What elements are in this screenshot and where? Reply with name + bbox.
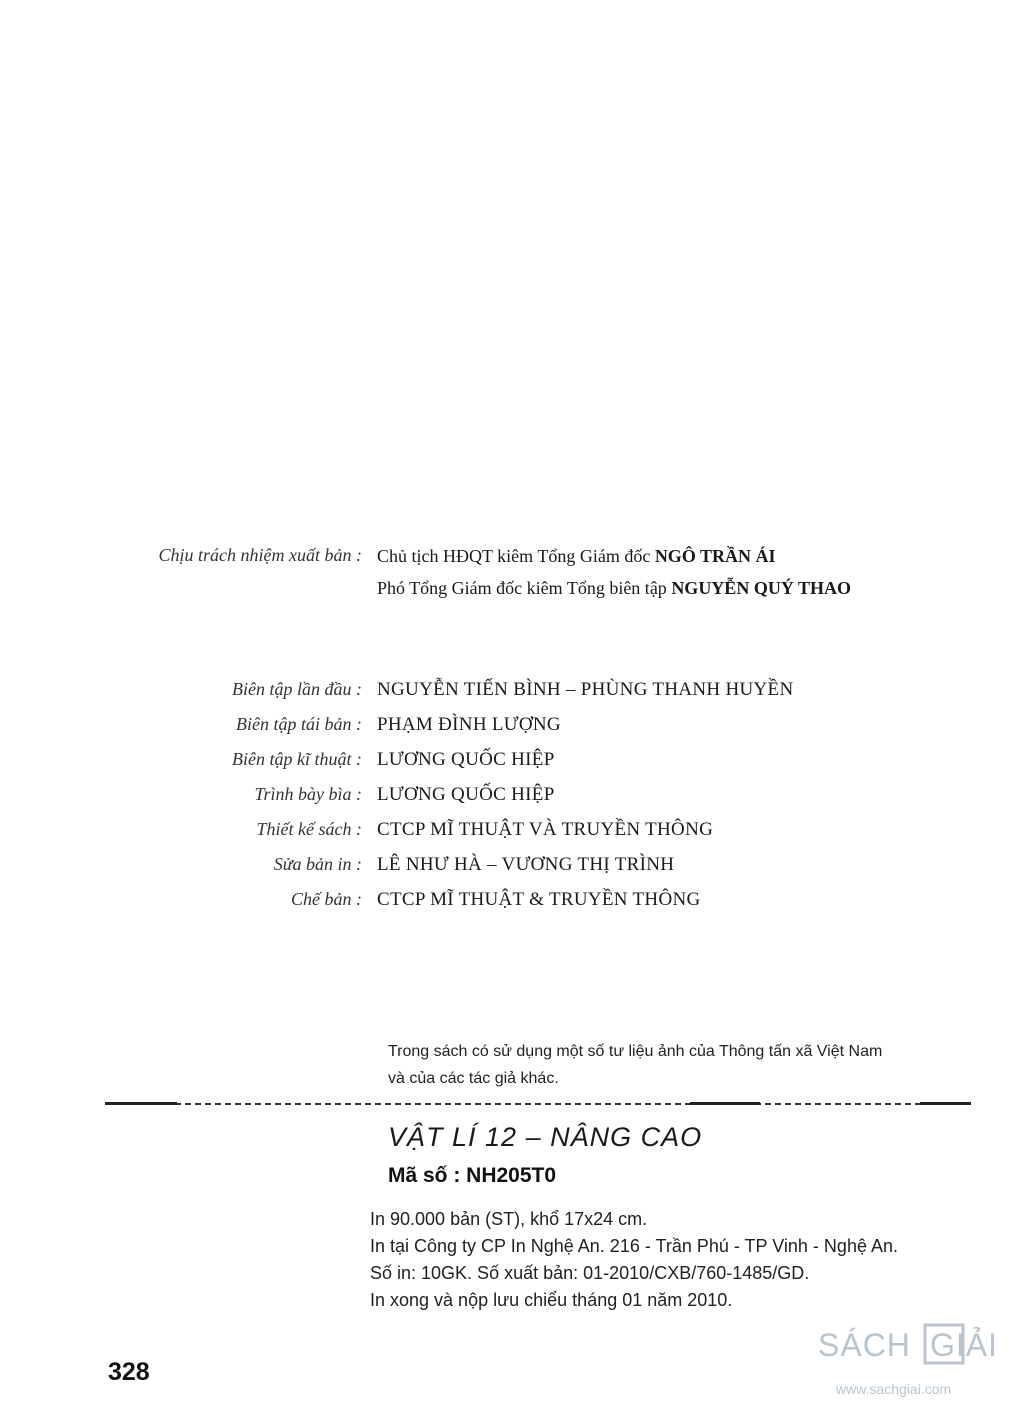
print-line: In tại Công ty CP In Nghệ An. 216 - Trần Phú - TP Vinh - Nghệ An. bbox=[370, 1236, 898, 1256]
credit-row-first-edit bbox=[0, 679, 1024, 709]
print-line: In xong và nộp lưu chiểu tháng 01 năm 2010. bbox=[370, 1290, 733, 1310]
image-source-note bbox=[388, 1038, 988, 1092]
watermark-logo bbox=[818, 1322, 1018, 1366]
credit-value: LƯƠNG QUỐC HIỆP bbox=[377, 784, 555, 805]
section-divider bbox=[105, 1103, 971, 1105]
credit-value: CTCP MĨ THUẬT & TRUYỀN THÔNG bbox=[377, 889, 701, 910]
credit-row-technical-edit bbox=[0, 749, 1024, 779]
credit-value: LÊ NHƯ HÀ – VƯƠNG THỊ TRÌNH bbox=[377, 854, 675, 875]
credit-row-book-design bbox=[0, 819, 1024, 849]
divider-segment bbox=[105, 1102, 177, 1105]
page-number: 328 bbox=[108, 1358, 150, 1386]
note-line-2: và của các tác giả khác. bbox=[388, 1070, 559, 1087]
print-line: In 90.000 bản (ST), khổ 17x24 cm. bbox=[370, 1209, 648, 1229]
responsibility-label: Chịu trách nhiệm xuất bản : bbox=[158, 545, 362, 565]
credit-row-proofreading bbox=[0, 854, 1024, 884]
print-line: Số in: 10GK. Số xuất bản: 01-2010/CXB/760-1485/GD. bbox=[370, 1263, 810, 1283]
credit-label: Chế bản : bbox=[291, 889, 362, 909]
divider-segment bbox=[690, 1102, 760, 1105]
credit-value: NGUYỄN TIẾN BÌNH – PHÙNG THANH HUYỀN bbox=[377, 679, 794, 700]
credit-label: Biên tập tái bản : bbox=[236, 714, 362, 734]
credit-label: Trình bày bìa : bbox=[254, 784, 362, 804]
responsibility-line-2-name: NGUYỄN QUÝ THAO bbox=[671, 578, 851, 598]
book-title: VẬT LÍ 12 – NÂNG CAO bbox=[388, 1122, 703, 1152]
credit-label: Biên tập lần đầu : bbox=[232, 679, 362, 699]
watermark-logo-left: SÁCH bbox=[818, 1327, 911, 1363]
print-info bbox=[370, 1206, 990, 1314]
credit-label: Sửa bản in : bbox=[273, 854, 362, 874]
responsibility-line-2 bbox=[377, 578, 851, 599]
responsibility-line-1 bbox=[377, 546, 776, 567]
responsibility-line-1-name: NGÔ TRẦN ÁI bbox=[654, 546, 776, 566]
responsibility-line-1-role: Chủ tịch HĐQT kiêm Tổng Giám đốc bbox=[377, 546, 655, 566]
credit-value: CTCP MĨ THUẬT VÀ TRUYỀN THÔNG bbox=[377, 819, 714, 840]
credit-label: Biên tập kĩ thuật : bbox=[232, 749, 362, 769]
watermark-url: www.sachgiai.com bbox=[836, 1381, 952, 1397]
credit-value: LƯƠNG QUỐC HIỆP bbox=[377, 749, 555, 770]
responsibility-line-2-role: Phó Tổng Giám đốc kiêm Tổng biên tập bbox=[377, 578, 672, 598]
note-line-1: Trong sách có sử dụng một số tư liệu ảnh của Thông tấn xã Việt Nam bbox=[388, 1043, 883, 1060]
credit-label: Thiết kế sách : bbox=[256, 819, 362, 839]
book-code: Mã số : NH205T0 bbox=[388, 1164, 557, 1187]
credit-value: PHẠM ĐÌNH LƯỢNG bbox=[377, 714, 561, 735]
watermark-logo-right: GIẢI bbox=[930, 1327, 999, 1363]
divider-segment bbox=[920, 1102, 971, 1105]
credit-row-reprint-edit bbox=[0, 714, 1024, 744]
credit-row-typesetting bbox=[0, 889, 1024, 919]
credit-row-cover-design bbox=[0, 784, 1024, 814]
